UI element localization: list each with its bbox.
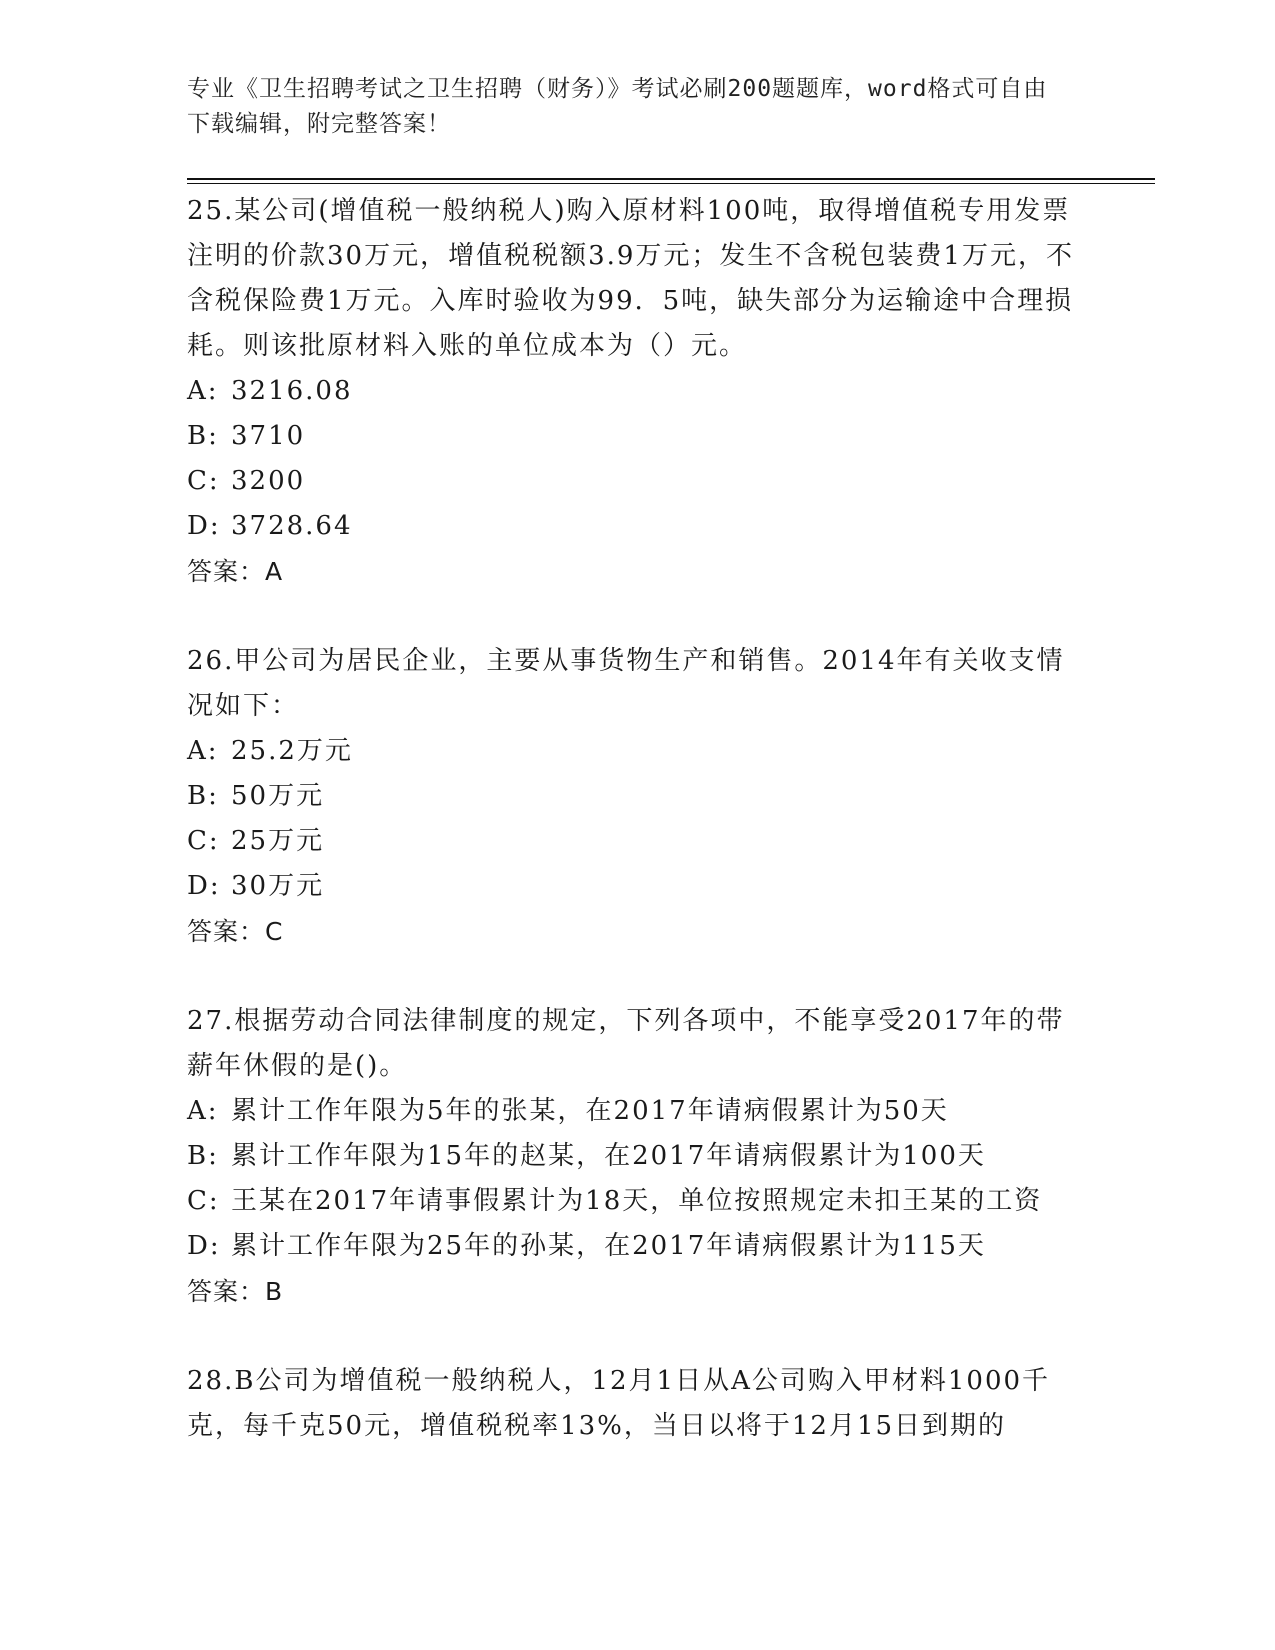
option-letter: B: (187, 1141, 219, 1171)
option-letter: D: (187, 511, 221, 541)
header-divider-thick (187, 178, 1155, 180)
document-header: 专业《卫生招聘考试之卫生招聘（财务）》考试必刷200题题库，word格式可自由下载编辑，附完整答案！ (187, 76, 1048, 137)
option-letter: C: (187, 466, 220, 496)
option-text: 30万元 (231, 871, 325, 901)
option-text: 3216.08 (231, 376, 353, 406)
option-text: 25.2万元 (231, 736, 353, 766)
option-letter: D: (187, 1231, 221, 1261)
question-spacer (187, 1314, 1087, 1359)
option-text: 50万元 (231, 781, 325, 811)
header-divider-thin (187, 183, 1155, 184)
option-text: 累计工作年限为5年的张某，在2017年请病假累计为50天 (231, 1096, 949, 1126)
question-27 (187, 999, 1087, 1314)
option-text: 累计工作年限为25年的孙某，在2017年请病假累计为115天 (231, 1231, 986, 1261)
option-text: 累计工作年限为15年的赵某，在2017年请病假累计为100天 (231, 1141, 986, 1171)
question-text: 28.B公司为增值税一般纳税人，12月1日从A公司购入甲材料1000千克，每千克50元，增值税税率13%，当日以将于12月15日到期的 (187, 1366, 1051, 1441)
question-text: 26.甲公司为居民企业，主要从事货物生产和销售。2014年有关收支情况如下： (187, 646, 1065, 721)
option-letter: C: (187, 826, 220, 856)
option-a (187, 369, 1087, 414)
answer-line: 答案：A (187, 557, 284, 586)
option-c (187, 459, 1087, 504)
option-d (187, 1224, 1087, 1269)
option-b (187, 1134, 1087, 1179)
question-list (187, 189, 1087, 1449)
option-letter: A: (187, 376, 219, 406)
question-26 (187, 639, 1087, 954)
option-letter: B: (187, 781, 219, 811)
option-letter: B: (187, 421, 219, 451)
question-text: 25.某公司(增值税一般纳税人)购入原材料100吨，取得增值税专用发票注明的价款30万元，增值税税额3.9万元；发生不含税包装费1万元，不含税保险费1万元。入库时验收为99．5吨，缺失部分为运输途中合理损耗。则该批原材料入账的单位成本为（）元。 (187, 196, 1074, 361)
option-b (187, 414, 1087, 459)
question-spacer (187, 954, 1087, 999)
option-a (187, 729, 1087, 774)
option-text: 3200 (231, 466, 306, 496)
option-letter: C: (187, 1186, 220, 1216)
option-b (187, 774, 1087, 819)
option-letter: A: (187, 1096, 219, 1126)
answer-line: 答案：C (187, 917, 284, 946)
option-text: 3728.64 (231, 511, 353, 541)
question-spacer (187, 594, 1087, 639)
option-text: 王某在2017年请事假累计为18天，单位按照规定未扣王某的工资 (231, 1186, 1043, 1216)
option-c (187, 819, 1087, 864)
option-c (187, 1179, 1087, 1224)
answer-line: 答案：B (187, 1277, 284, 1306)
question-25 (187, 189, 1087, 594)
option-letter: D: (187, 871, 221, 901)
question-28 (187, 1359, 1087, 1449)
option-d (187, 864, 1087, 909)
option-a (187, 1089, 1087, 1134)
option-d (187, 504, 1087, 549)
option-text: 25万元 (231, 826, 325, 856)
option-text: 3710 (231, 421, 306, 451)
option-letter: A: (187, 736, 219, 766)
question-text: 27.根据劳动合同法律制度的规定，下列各项中，不能享受2017年的带薪年休假的是()。 (187, 1006, 1065, 1081)
